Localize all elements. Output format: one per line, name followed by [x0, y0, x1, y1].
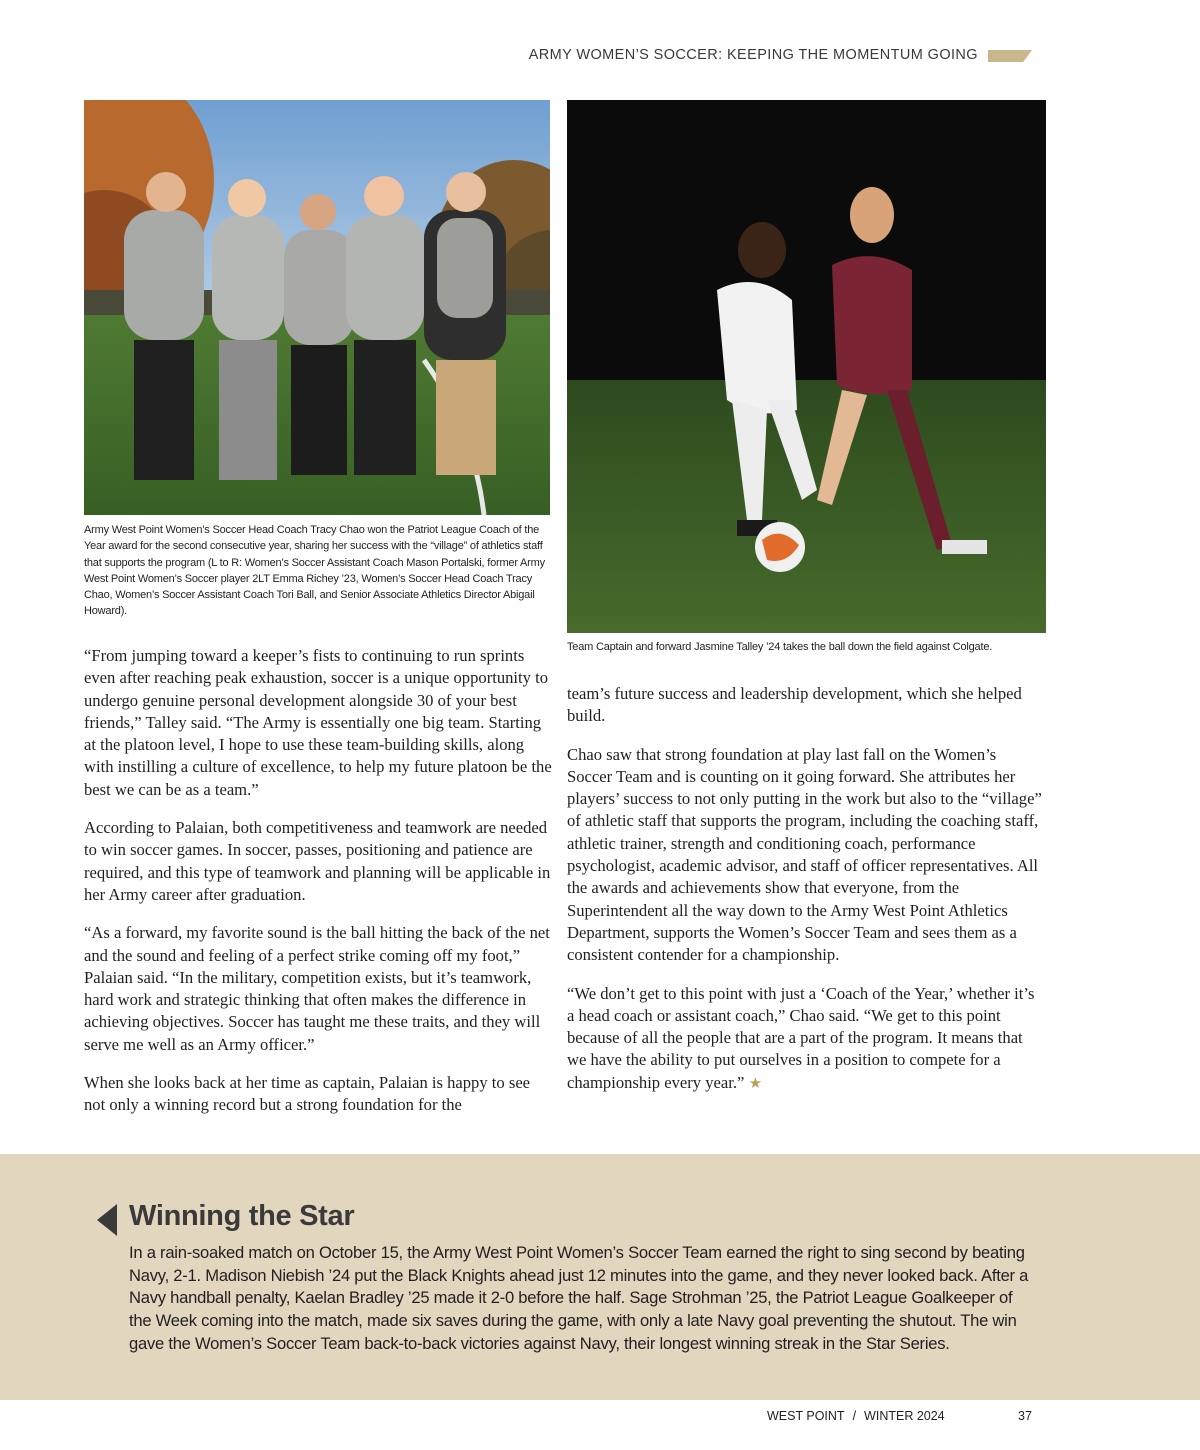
page-number: 37: [1018, 1409, 1032, 1423]
end-star-icon: ★: [748, 1075, 763, 1092]
coaches-group-photo: [84, 100, 550, 515]
article-paragraph: “From jumping toward a keeper’s fists to continuing to run sprints even after reaching peak exhaustion, soccer is a unique opportunity to undergo genuine personal development alongside 30 of your best friends,” Talley said. “The Army is essentially one big team. Starting at the platoon level, I hope to use these team-building skills, along with instilling a culture of excellence, to help my future platoon be the best we can be as a team.”: [84, 646, 552, 799]
winning-the-star-sidebar: [0, 1154, 1200, 1400]
game-photo-illustration: [567, 100, 1046, 633]
triangle-left-icon: [97, 1204, 117, 1236]
article-paragraph: team’s future success and leadership development, which she helped build.: [567, 684, 1022, 726]
coaches-photo-illustration: [84, 100, 550, 515]
article-paragraph-final: [567, 983, 1042, 1095]
game-photo-caption: Team Captain and forward Jasmine Talley ’24 takes the ball down the field against Colgate.: [567, 641, 993, 653]
footer-publication: WEST POINT: [767, 1409, 845, 1423]
header-accent-tab: [988, 50, 1032, 62]
article-paragraph-final-text: “We don’t get to this point with just a ‘Coach of the Year,’ whether it’s a head coach or assistant coach,” Chao said. “We get to this point because of all the people that are a part of the program. It means that we have the ability to put ourselves in a position to compete for a championship every year.”: [567, 983, 1035, 1092]
footer-folio: [767, 1409, 945, 1423]
article-paragraph: “As a forward, my favorite sound is the ball hitting the back of the net and the sound and feeling of a perfect strike coming off my foot,” Palaian said. “In the military, competition exists, but it’s teamwork, hard work and strategic thinking that often makes the difference in achieving objectives. Soccer has taught me these traits, and they will serve me well as an Army officer.”: [84, 923, 550, 1054]
game-action-photo: [567, 100, 1046, 633]
coaches-photo-caption: Army West Point Women’s Soccer Head Coach Tracy Chao won the Patriot League Coach of the Year award for the second consecutive year, sharing her success with the “village” of athletics staff that supports the program (L to R: Women’s Soccer Assistant Coach Mason Portalski, former Army West Point Women’s Soccer player 2LT Emma Richey ’23, Women’s Soccer Head Coach Tracy Chao, Women’s Soccer Assistant Coach Tori Ball, and Senior Associate Athletics Director Abigail Howard).: [84, 524, 545, 618]
footer-separator: /: [852, 1409, 857, 1423]
sidebar-body: In a rain-soaked match on October 15, the Army West Point Women’s Soccer Team earned the right to sing second by beating Navy, 2-1. Madison Niebish ’24 put the Black Knights ahead just 12 minutes into the game, and they never looked back. After a Navy handball penalty, Kaelan Bradley ’25 made it 2-0 before the half. Sage Strohman ’25, the Patriot League Goalkeeper of the Week coming into the match, made six saves during the game, with only a late Navy goal preventing the shutout. The win gave the Women’s Soccer Team back-to-back victories against Navy, their longest winning streak in the Star Series.: [129, 1243, 1029, 1353]
sidebar-title: Winning the Star: [129, 1200, 355, 1232]
article-right-column: [567, 683, 1042, 1111]
article-left-column: [84, 645, 554, 1133]
running-head: ARMY WOMEN’S SOCCER: KEEPING THE MOMENTUM GOING: [528, 47, 978, 63]
footer-issue: WINTER 2024: [864, 1409, 945, 1423]
article-paragraph: Chao saw that strong foundation at play last fall on the Women’s Soccer Team and is counting on it going forward. She attributes her players’ success to not only putting in the work but also to the “village” of athletic staff that supports the program, including the coaching staff, athletic trainer, strength and conditioning coach, performance psychologist, academic advisor, and staff of officer representatives. All the awards and achievements show that everyone, from the Superintendent all the way down to the Army West Point Athletics Department, supports the Women’s Soccer Team and sees them as a consistent contender for a championship.: [567, 744, 1042, 965]
article-paragraph: When she looks back at her time as captain, Palaian is happy to see not only a winning record but a strong foundation for the: [84, 1073, 531, 1115]
article-paragraph: According to Palaian, both competitiveness and teamwork are needed to win soccer games. In soccer, passes, positioning and patience are required, and this type of teamwork and planning will be applicable in her Army career after graduation.: [84, 818, 551, 904]
